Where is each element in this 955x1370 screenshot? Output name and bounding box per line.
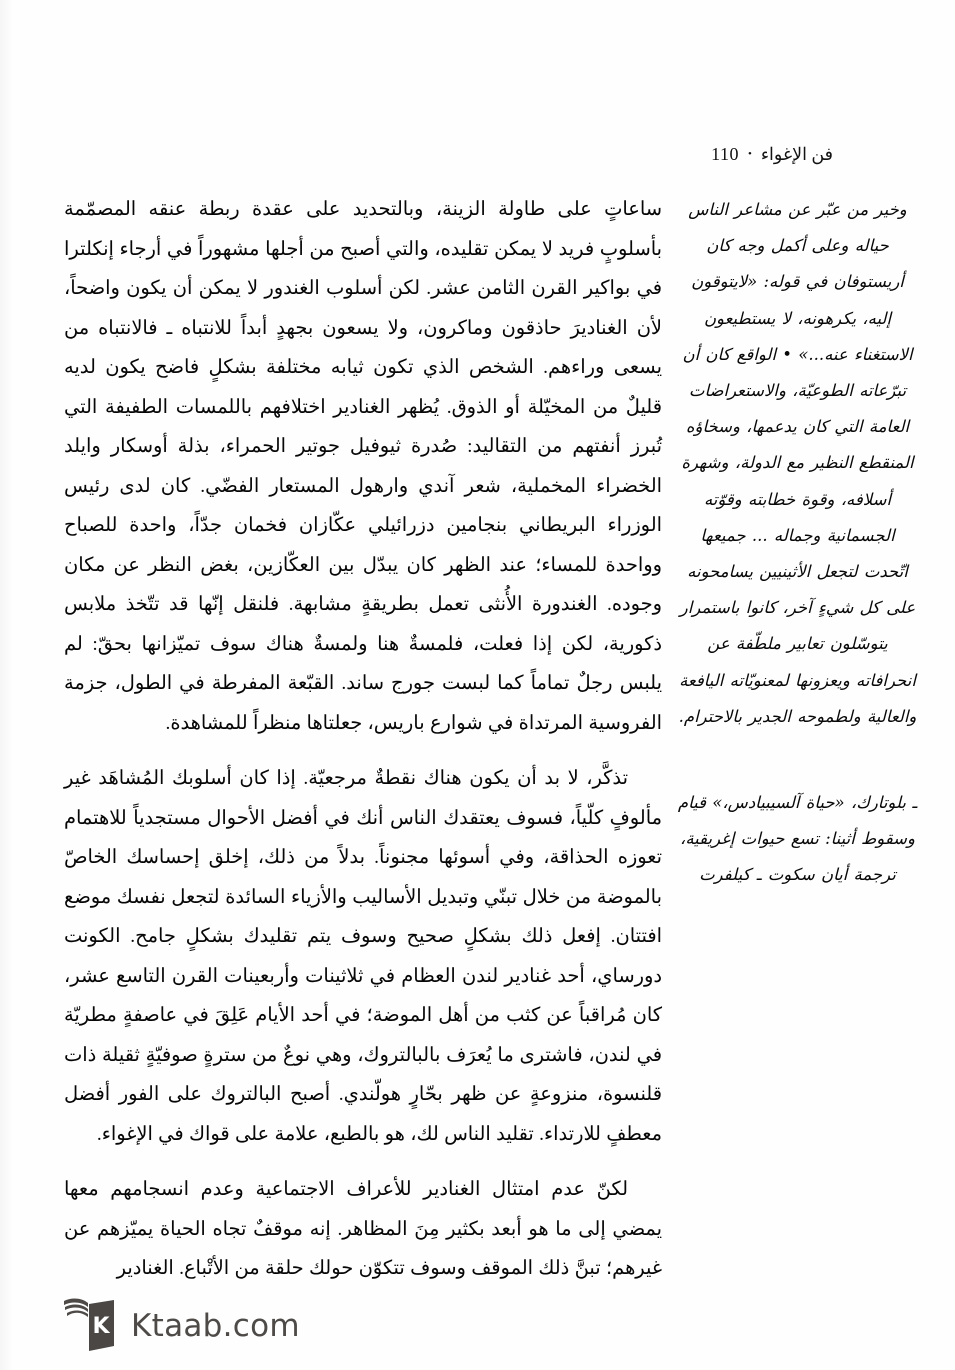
running-head-bullet: • [747,148,752,160]
svg-text:K: K [92,1314,110,1339]
marginalia-attribution: ـ بلوتارك، «حياة آلسيبيادس،» قيام وسقوط أثينا: تسع حيوات إغريقية، ترجمة أيان سكوت ـ كيلفرت [677,793,918,885]
body-paragraph: لكنّ عدم امتثال الغنادير للأعراف الاجتماعية وعدم انسجامهم معها يمضي إلى ما هو أبعد بكثير مِنَ المظاهر. إنه موقفٌ تجاه الحياة يميّزهم عن غيرهم؛ تبنَّ ذلك الموقف وسوف تتكوّن حولك حلقة من الأتْباع. الغنادير [64,1179,662,1279]
running-head-book-title: فن الإغواء [760,144,833,164]
marginalia-quote-column [676,190,919,894]
marginalia-quote-text: وخير من عبّر عن مشاعر الناس حياله وعلى أكمل وجه كان أريستوفان في قوله: «لايتوقون إليه، يكرهونه، لا يستطيعون الاستغناء عنه...» • الواقع كان أن تبرّعاته الطوعيّة، والاستعراضات العامة التي كان يدعمها، وسخاؤه المنقطع النظير مع الدولة، وشهرة أسلافه، وقوة خطابته وقوّته الجسمانية وجماله ... جميعها اتّحدت لتجعل الأثينيين يسامحونه على كل شيءٍ آخر، كانوا باستمرار يتوسّلون تعابير ملطّفة عن انحرافاته ويعزونها لمعنويّاته اليافعة والعالية ولطموحه الجدير بالاحترام. [678,200,917,726]
watermark-label: Ktaab.com [131,1307,300,1344]
body-text-column [64,190,662,1289]
body-paragraph: تذكَّر، لا بد أن يكون هناك نقطةٌ مرجعيّة. إذا كان أسلوبك المُشاهَد غير مألوفٍ كلّياً، فسوف يعتقدك الناس أنك في أفضل الأحوال مستجدياً للاهتمام تعوزه الحذاقة، وفي أسوئها مجنوناً. بدلاً من ذلك، إخلق إحساسك الخاصّ بالموضة من خلال تبنّي وتبديل الأساليب والأزياء السائدة لتجعل نفسك موضع افتتان. إفعل ذلك بشكلٍ صحيح وسوف يتم تقليدك بشكلٍ جامح. الكونت دورساي، أحد غنادير لندن العظام في ثلاثينات وأربعينات القرن التاسع عشر، كان مُراقباً عن كثب من أهل الموضة؛ في أحد الأيام عَلِقَ في عاصفةٍ مطريّة في لندن، فاشترى ما يُعرَف بالبالتروك، وهي نوعٌ من سترةٍ صوفيّةٍ ثقيلة ذات قلنسوة، منزوعةٍ عن ظهر بحّارٍ هولّندي. أصبح البالتروك على الفور أفضل معطفٍ للارتداء. تقليد الناس لك، هو بالطبع، علامة على قواك في الإغواء. [64,768,662,1145]
ktaab-watermark[interactable] [62,1296,300,1354]
page-number: 110 [711,144,739,164]
open-book-logo-icon [62,1296,118,1354]
body-paragraph: ساعاتٍ على طاولة الزينة، وبالتحديد على عقدة ربطة عنقه المصمّمة بأسلوبٍ فريد لا يمكن تقليده، والتي أصبح من أجلها مشهوراً في أرجاء إنكلترا في بواكير القرن الثامن عشر. لكن أسلوب الغندور لا يمكن أن يكون واضحاً، لأن الغناديرَ حاذقون وماكرون، ولا يسعون بجهدٍ أبداً للانتباه ـ فالانتباه من يسعى وراءهم. الشخص الذي تكون ثيابه مختلفة بشكلٍ فاضح يكون لديه قليلٌ من المخيّلة أو الذوق. يُظهر الغنادير اختلافهم باللمسات الطفيفة التي تُبرز أنفتهم من التقاليد: صُدرة ثيوفيل جوتير الحمراء، بذلة أوسكار وايلد الخضراء المخملية، شعر آندي وارهول المستعار الفضّي. كان لدى رئيس الوزراء البريطاني بنجامين دزرائيلي عكّازان فخمان جدّاً، واحدة للصباح وواحدة للمساء؛ عند الظهر كان يبدّل بين العكّازين، بغض النظر عن مكان وجوده. الغندورة الأُنثى تعمل بطريقةٍ مشابهة. فلنقل إنّها قد تتّخذ ملابس ذكورية، لكن إذا فعلت، فلمسةٌ هنا ولمسةٌ هناك سوف تميّزانها بحقّ: لم يلبس رجلٌ تماماً كما لبست جورج ساند. القبّعة المفرطة في الطول، جزمة الفروسية المرتداة في شوارع باريس، جعلتاها منظراً للمشاهدة. [64,199,662,734]
running-head [433,144,833,165]
scan-edge-shadow [0,0,13,1370]
page-columns [36,190,919,1279]
